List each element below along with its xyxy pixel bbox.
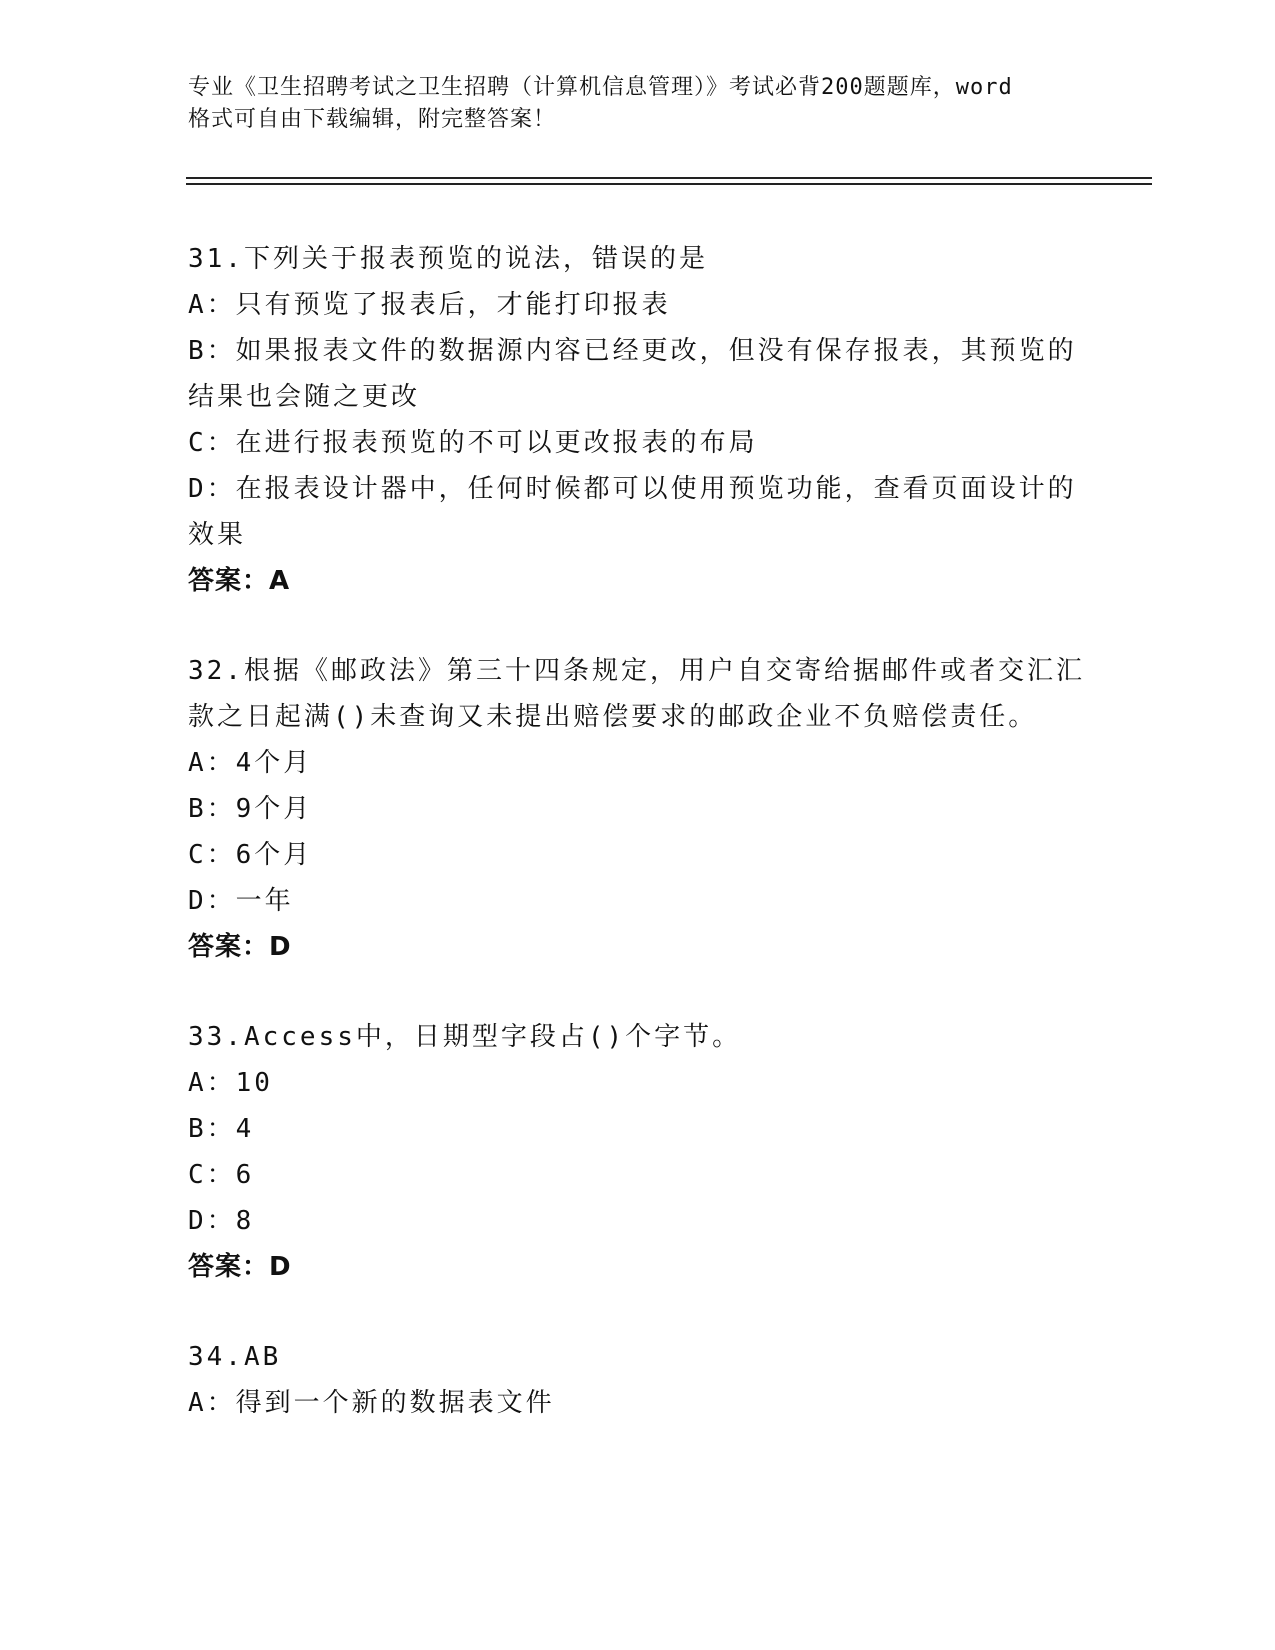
answer: 答案：D bbox=[188, 932, 292, 962]
question-stem: 32.根据《邮政法》第三十四条规定，用户自交寄给据邮件或者交汇汇 bbox=[188, 656, 1085, 686]
header-divider-bottom bbox=[186, 183, 1152, 185]
option-c: C：6个月 bbox=[188, 840, 313, 870]
option-c: C：在进行报表预览的不可以更改报表的布局 bbox=[188, 428, 758, 458]
header-line-1: 专业《卫生招聘考试之卫生招聘（计算机信息管理）》考试必背200题题库，word bbox=[188, 75, 1013, 100]
option-b-continued: 结果也会随之更改 bbox=[188, 382, 421, 412]
question-gap bbox=[188, 970, 1088, 1014]
question-34 bbox=[188, 1334, 1088, 1426]
header-divider-top bbox=[186, 177, 1152, 179]
question-31 bbox=[188, 236, 1088, 604]
document-header bbox=[188, 72, 1088, 136]
question-gap bbox=[188, 1290, 1088, 1334]
option-a: A：4个月 bbox=[188, 748, 313, 778]
option-a: A：得到一个新的数据表文件 bbox=[188, 1388, 555, 1418]
option-a: A：10 bbox=[188, 1068, 273, 1098]
header-line-2: 格式可自由下载编辑，附完整答案！ bbox=[188, 107, 557, 132]
question-33 bbox=[188, 1014, 1088, 1290]
option-d: D：8 bbox=[188, 1206, 255, 1236]
option-d-continued: 效果 bbox=[188, 520, 247, 550]
question-gap bbox=[188, 604, 1088, 648]
question-stem: 34.AB bbox=[188, 1342, 282, 1372]
question-list bbox=[188, 236, 1088, 1426]
option-a: A：只有预览了报表后，才能打印报表 bbox=[188, 290, 671, 320]
answer: 答案：A bbox=[188, 566, 291, 596]
option-d: D：一年 bbox=[188, 886, 294, 916]
question-stem: 31.下列关于报表预览的说法，错误的是 bbox=[188, 244, 708, 274]
question-stem: 33.Access中，日期型字段占()个字节。 bbox=[188, 1022, 742, 1052]
question-32 bbox=[188, 648, 1088, 970]
answer: 答案：D bbox=[188, 1252, 292, 1282]
option-c: C：6 bbox=[188, 1160, 255, 1190]
option-b: B：4 bbox=[188, 1114, 255, 1144]
option-b: B：如果报表文件的数据源内容已经更改，但没有保存报表，其预览的 bbox=[188, 336, 1077, 366]
option-d: D：在报表设计器中，任何时候都可以使用预览功能，查看页面设计的 bbox=[188, 474, 1077, 504]
question-stem-continued: 款之日起满()未查询又未提出赔偿要求的邮政企业不负赔偿责任。 bbox=[188, 702, 1038, 732]
option-b: B：9个月 bbox=[188, 794, 313, 824]
